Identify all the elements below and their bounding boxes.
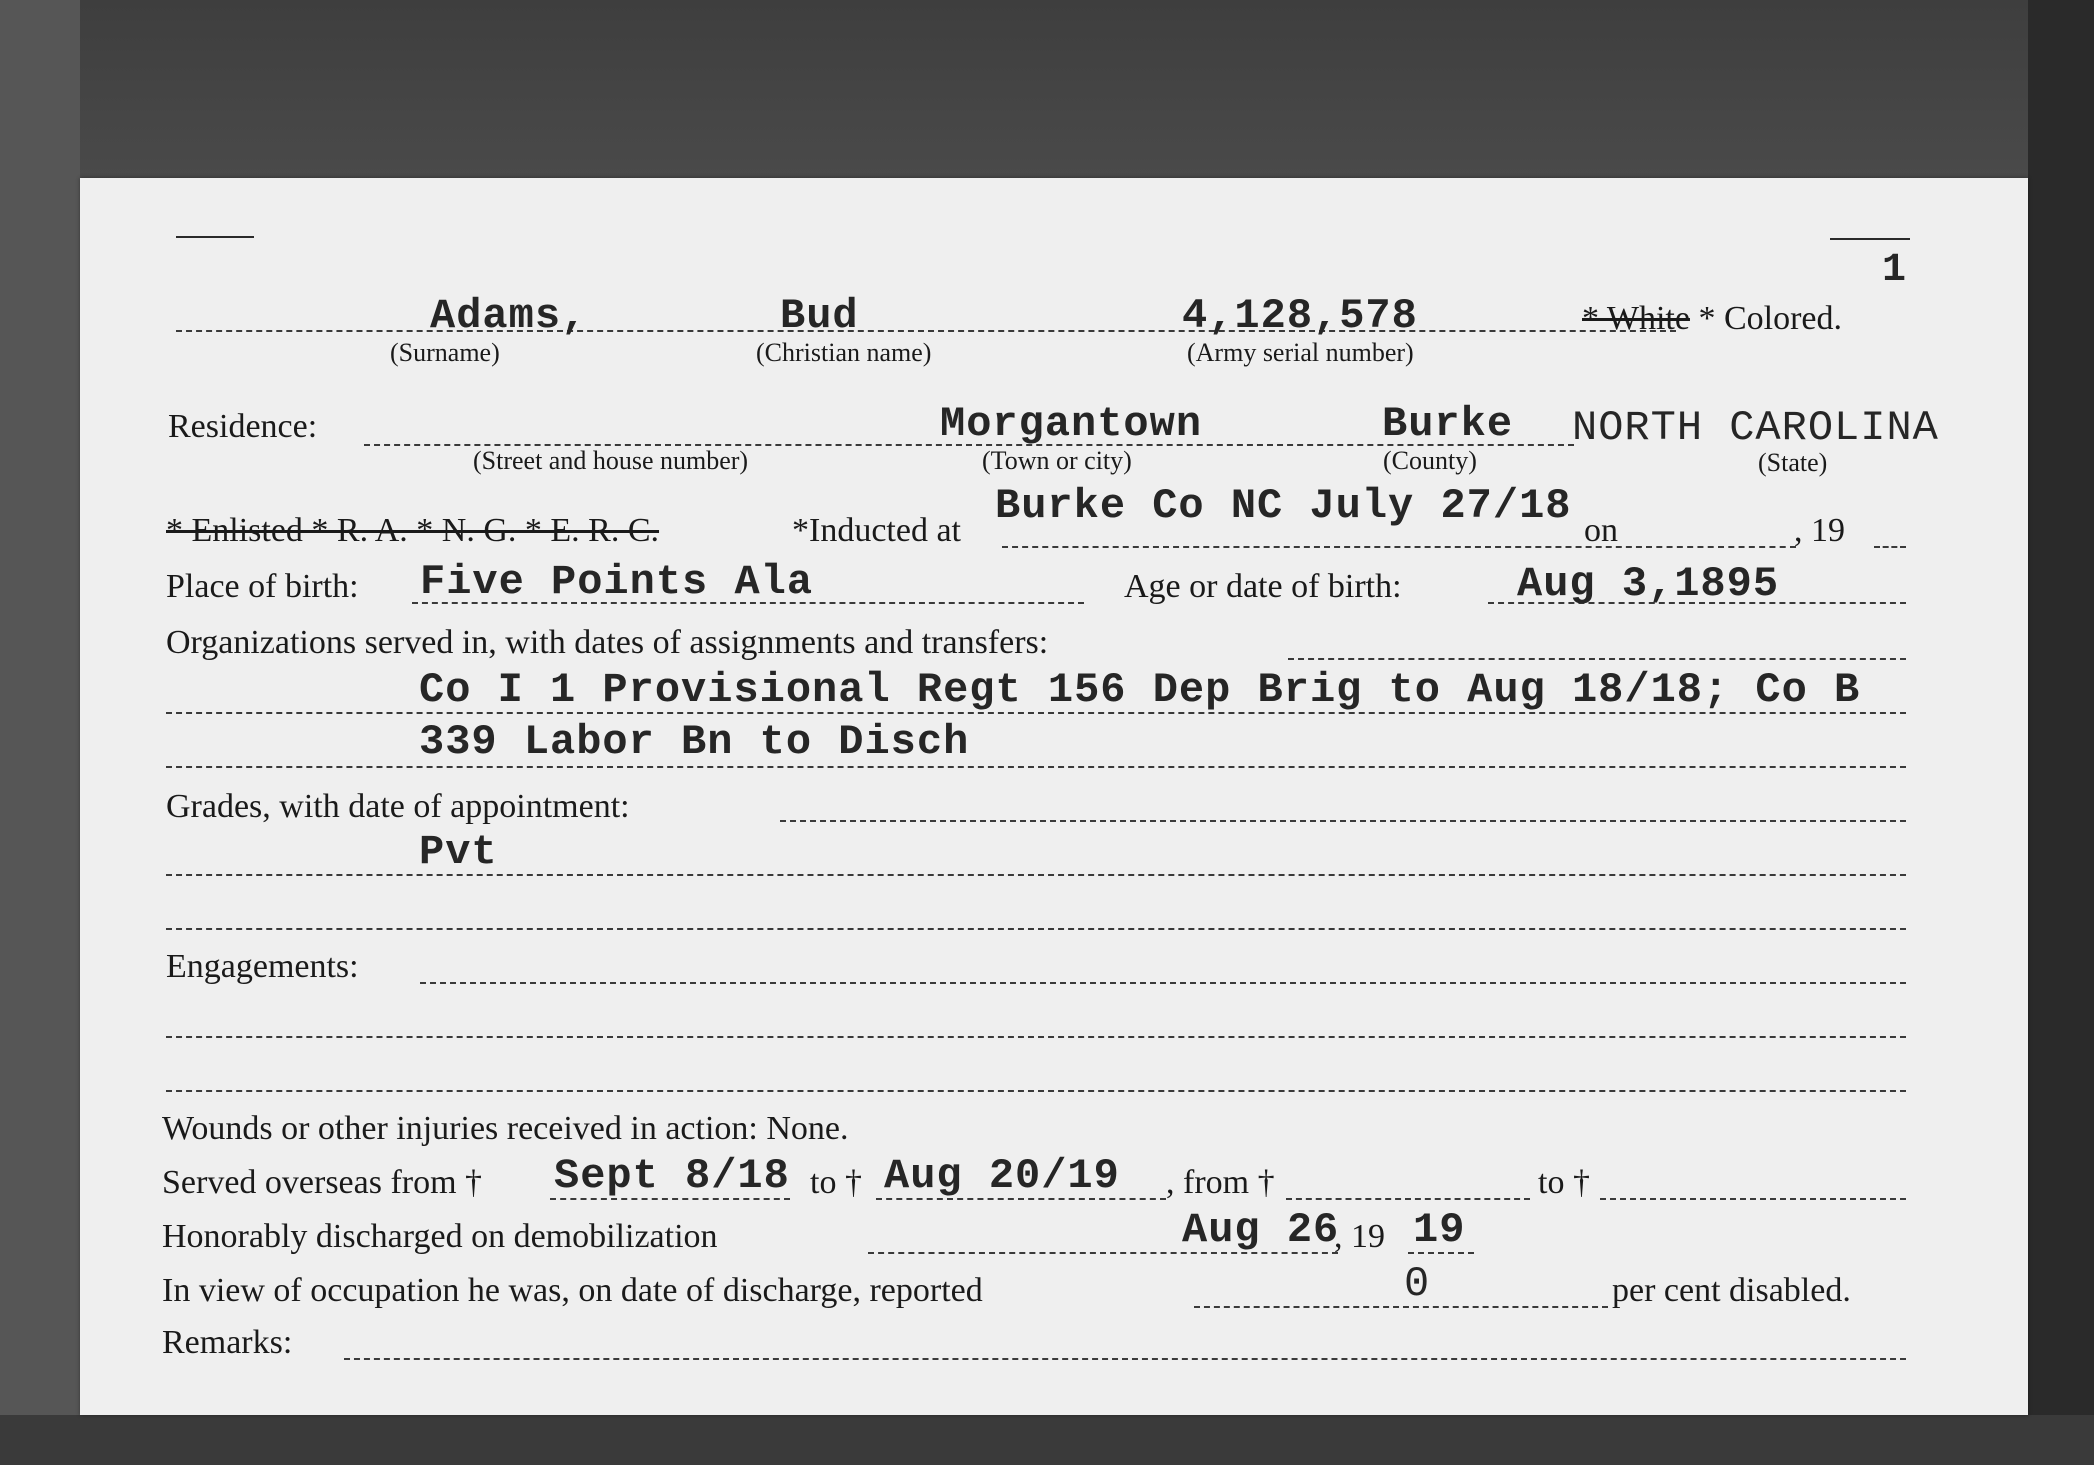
discharge-date-value: Aug 26 [1182,1206,1340,1254]
engagements-line-0 [420,982,1906,984]
on-label: on [1584,512,1618,549]
organizations-value-2: 339 Labor Bn to Disch [419,718,970,766]
overseas-from2-line [1286,1198,1530,1200]
disability-line [1194,1306,1608,1308]
background-bottom [0,1415,2094,1465]
state-value: NORTH CAROLINA [1572,404,1939,452]
grade-value: Pvt [419,828,498,876]
overseas-from2-label: , from † [1166,1164,1275,1201]
top-left-mark [176,236,254,238]
inducted-line [1002,546,1652,548]
serial-number-caption: (Army serial number) [1187,338,1414,367]
remarks-line [344,1358,1906,1360]
organizations-value-1: Co I 1 Provisional Regt 156 Dep Brig to Aug 18/18; Co B [419,666,1861,714]
discharge-year-prefix: , 19 [1334,1218,1385,1255]
engagements-label: Engagements: [166,948,359,985]
christian-name-value: Bud [780,292,859,340]
name-line [176,330,1676,332]
engagements-line-2 [166,1090,1906,1092]
year-line [1874,546,1906,548]
enlisted-options: * Enlisted * R. A. * N. G. * E. R. C. [166,512,660,549]
discharge-year-value: 19 [1413,1206,1466,1254]
birth-date-value: Aug 3,1895 [1517,560,1780,608]
overseas-to2-line [1600,1198,1906,1200]
grades-line-2 [166,928,1906,930]
serial-number-value: 4,128,578 [1182,292,1418,340]
overseas-to2-label: to † [1538,1164,1590,1201]
organizations-line-2 [166,766,1906,768]
surname-value: Adams, [430,292,588,340]
grades-line-0 [780,820,1906,822]
age-label: Age or date of birth: [1124,568,1402,605]
christian-name-caption: (Christian name) [756,338,932,367]
grades-label: Grades, with date of appointment: [166,788,630,825]
inducted-label: *Inducted at [792,512,961,549]
on-line [1646,546,1796,548]
county-value: Burke [1382,400,1514,448]
surname-caption: (Surname) [390,338,500,367]
organizations-line-0 [1288,658,1906,660]
year-label: , 19 [1794,512,1845,549]
disability-percent-value: 0 [1404,1260,1431,1308]
top-right-mark [1830,238,1910,240]
disability-suffix: per cent disabled. [1612,1272,1851,1309]
residence-label: Residence: [168,408,318,445]
engagements-line-1 [166,1036,1906,1038]
overseas-from-value: Sept 8/18 [554,1152,790,1200]
race-white-label: * White [1582,300,1690,337]
wounds-label: Wounds or other injuries received in action: None. [162,1110,849,1147]
overseas-to-label: to † [810,1164,862,1201]
discharge-label: Honorably discharged on demobilization [162,1218,718,1255]
background-left [0,0,80,1465]
disability-label: In view of occupation he was, on date of discharge, reported [162,1272,983,1309]
background-top [0,0,2094,180]
state-caption: (State) [1758,448,1828,477]
service-record-card [80,178,2028,1415]
race-label-row [1582,300,1842,338]
organizations-label: Organizations served in, with dates of assignments and transfers: [166,624,1049,661]
inducted-value: Burke Co NC July 27/18 [995,482,1572,530]
birthplace-value: Five Points Ala [420,558,814,606]
town-caption: (Town or city) [982,446,1132,475]
remarks-label: Remarks: [162,1324,293,1361]
card-number: 1 [1882,248,1908,293]
overseas-from-label: Served overseas from † [162,1164,483,1201]
county-caption: (County) [1383,446,1477,475]
street-caption: (Street and house number) [473,446,749,475]
birthplace-label: Place of birth: [166,568,359,605]
town-value: Morgantown [940,400,1203,448]
overseas-to-value: Aug 20/19 [884,1152,1120,1200]
background-right [2028,0,2094,1465]
race-colored-label: * Colored. [1698,300,1843,337]
